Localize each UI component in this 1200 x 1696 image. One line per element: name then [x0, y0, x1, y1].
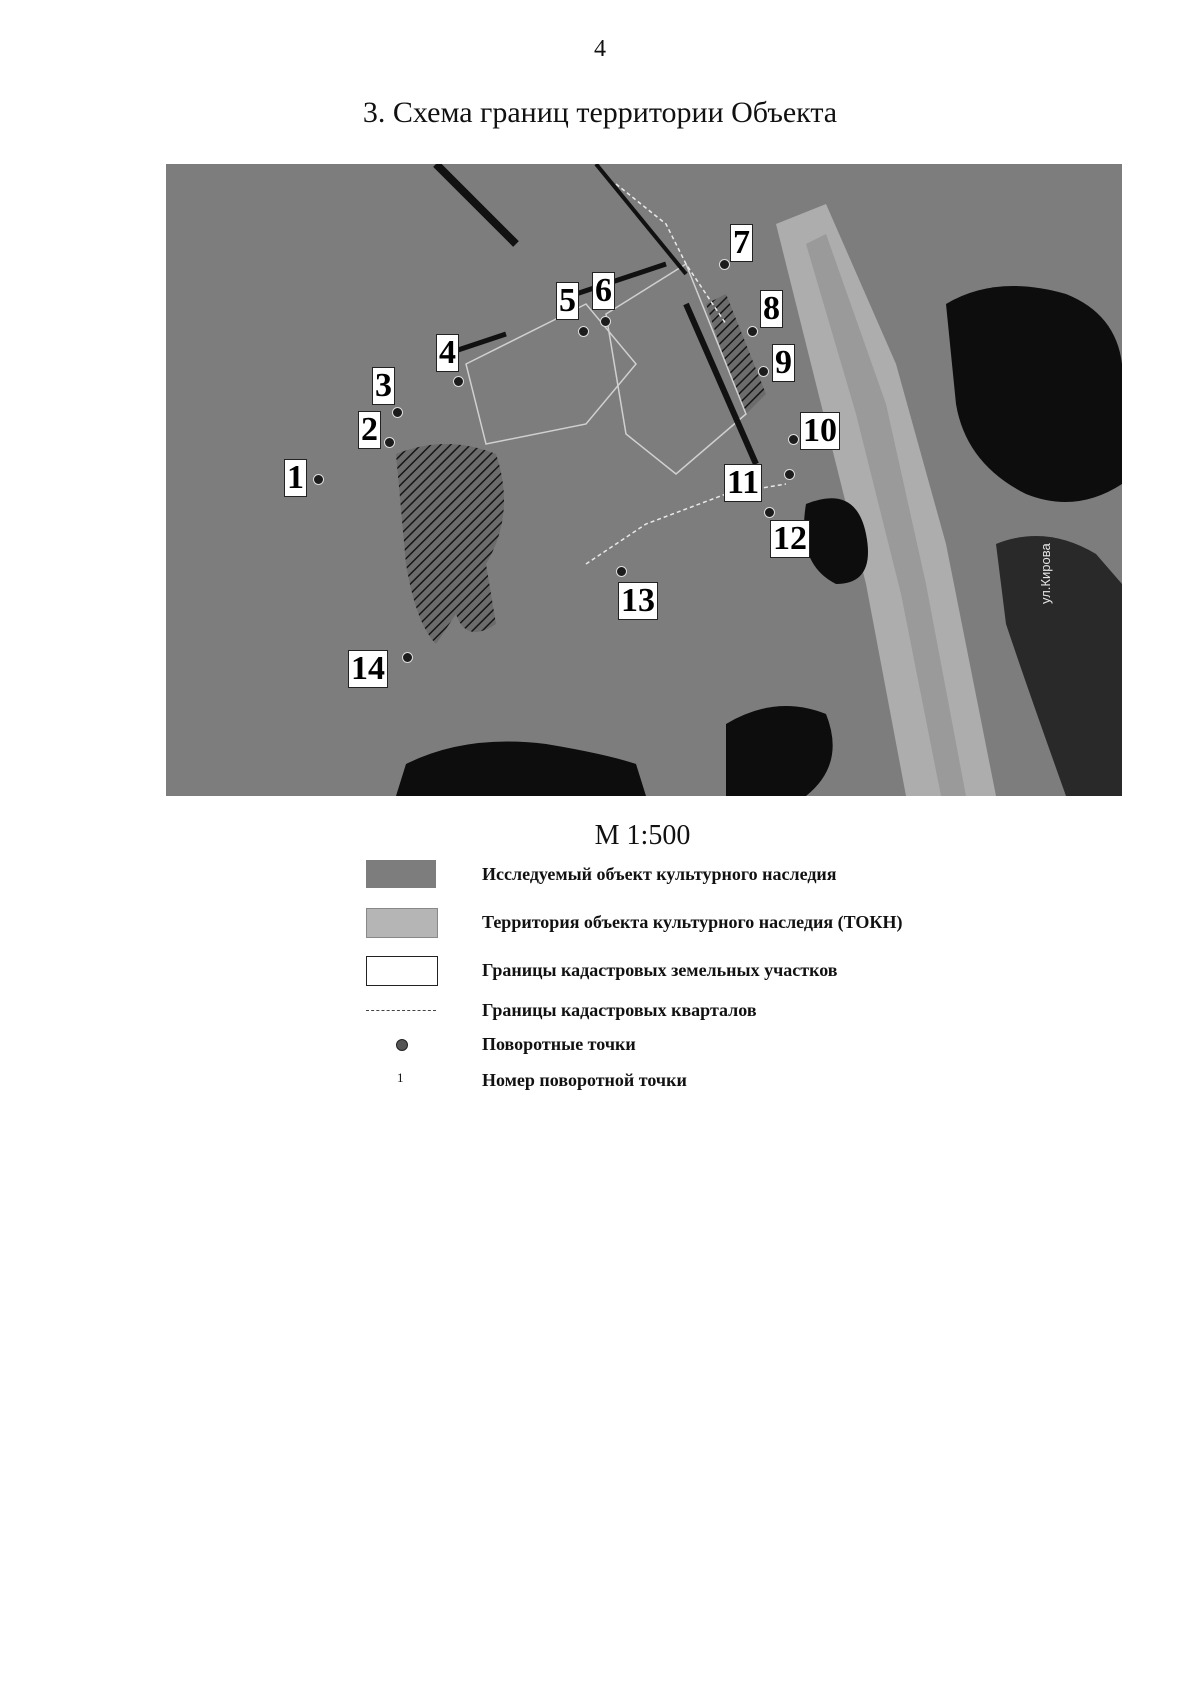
turning-point-dot	[758, 366, 769, 377]
turning-point-dot	[719, 259, 730, 270]
cadastral-plot-border-swatch	[366, 956, 438, 986]
legend-item-cadastral-quarters	[366, 996, 1066, 1026]
turning-point-dot	[784, 469, 795, 480]
turning-point-dot	[747, 326, 758, 337]
legend-label: Границы кадастровых земельных участков	[482, 960, 838, 980]
turning-point-label: 7	[730, 224, 753, 262]
point-number-swatch: 1	[397, 1070, 404, 1085]
turning-point-label: 5	[556, 282, 579, 320]
legend-item-territory	[366, 908, 1066, 938]
legend-label: Границы кадастровых кварталов	[482, 1000, 757, 1020]
street-label: ул.Кирова	[1038, 543, 1053, 604]
turning-point-label: 14	[348, 650, 388, 688]
turning-point-label: 9	[772, 344, 795, 382]
page-title: 3. Схема границ территории Объекта	[362, 96, 838, 129]
turning-point-dot	[600, 316, 611, 327]
turning-point-dot	[402, 652, 413, 663]
territory-fill-swatch	[366, 908, 438, 938]
turning-point-label: 10	[800, 412, 840, 450]
turning-point-label: 3	[372, 367, 395, 405]
legend-label: Поворотные точки	[482, 1034, 636, 1054]
legend-item-cadastral-plots	[366, 956, 1066, 986]
legend-label: Исследуемый объект культурного наследия	[482, 864, 837, 884]
legend-item-point-number	[366, 1066, 1066, 1096]
turning-point-label: 1	[284, 459, 307, 497]
legend-label: Номер поворотной точки	[482, 1070, 687, 1090]
turning-point-label: 8	[760, 290, 783, 328]
turning-point-dot	[392, 407, 403, 418]
turning-point-dot	[764, 507, 775, 518]
dashed-line-swatch	[366, 1010, 436, 1011]
legend-item-object	[366, 860, 1066, 890]
turning-point-dot-swatch	[396, 1039, 408, 1051]
page-number: 4	[594, 36, 606, 62]
turning-point-label: 2	[358, 411, 381, 449]
object-fill-swatch	[366, 860, 436, 888]
turning-point-dot	[788, 434, 799, 445]
legend-item-turning-points	[366, 1030, 1066, 1060]
turning-point-label: 12	[770, 520, 810, 558]
turning-point-label: 13	[618, 582, 658, 620]
turning-point-dot	[313, 474, 324, 485]
boundary-map	[166, 164, 1122, 796]
turning-point-dot	[453, 376, 464, 387]
turning-point-dot	[578, 326, 589, 337]
turning-point-label: 4	[436, 334, 459, 372]
legend-label: Территория объекта культурного наследия (ТОКН)	[482, 912, 903, 932]
turning-point-dot	[384, 437, 395, 448]
map-base-image	[166, 164, 1122, 796]
turning-point-label: 6	[592, 272, 615, 310]
turning-point-label: 11	[724, 464, 762, 502]
turning-point-dot	[616, 566, 627, 577]
map-scale: М 1:500	[594, 820, 691, 851]
